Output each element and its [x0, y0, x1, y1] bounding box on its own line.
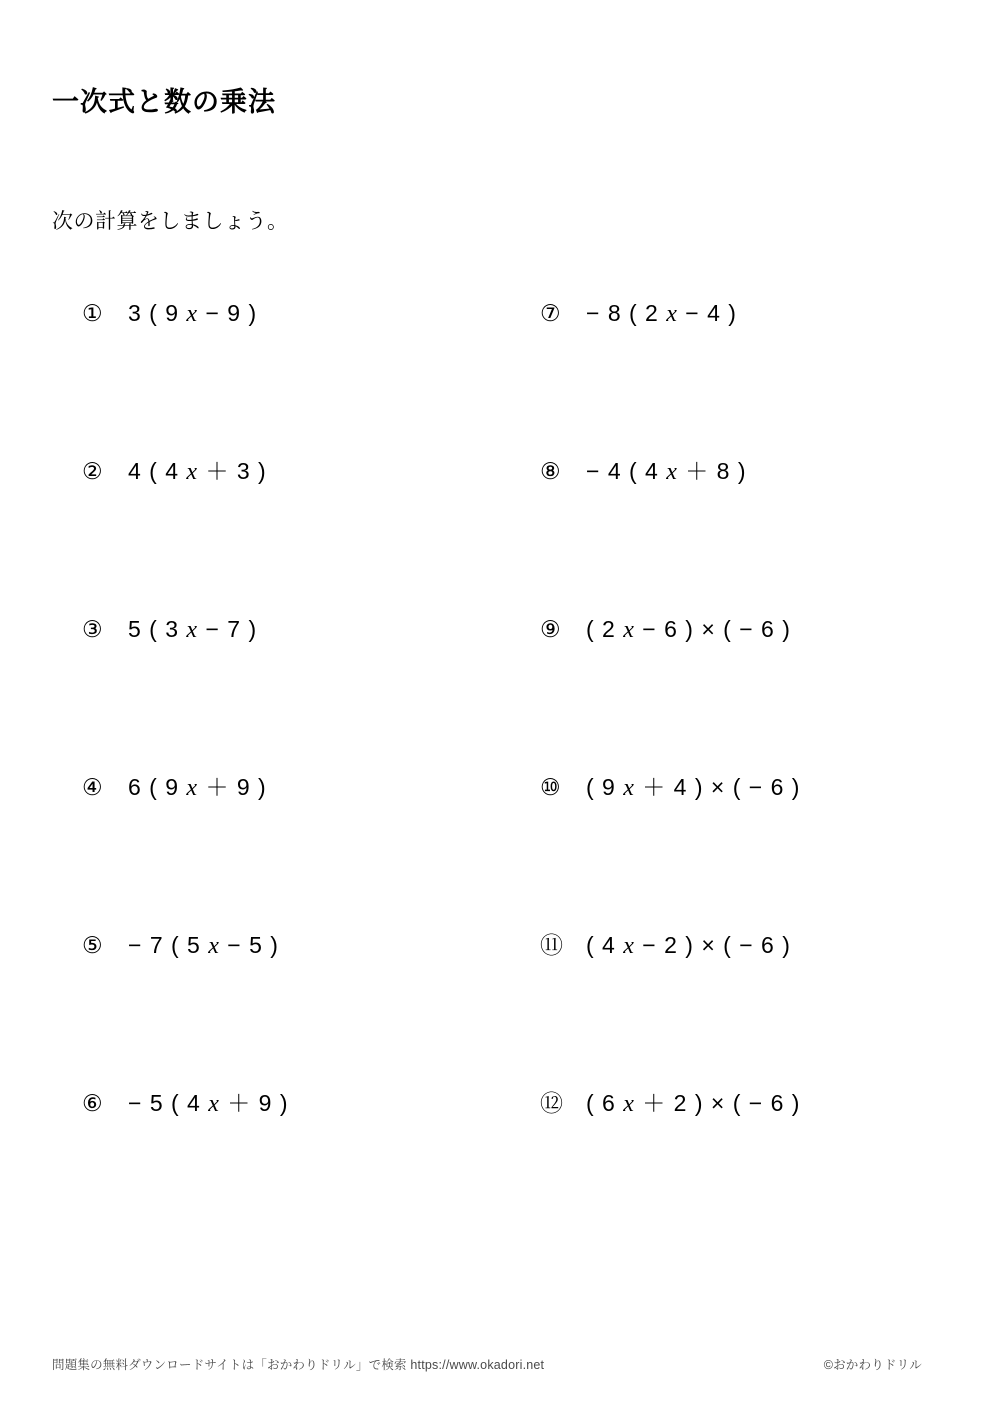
problem-number: ①	[82, 300, 103, 326]
problem-expression: ( 2 x − 6 ) × ( − 6 )	[586, 616, 791, 643]
problem-expression: ( 4 x − 2 ) × ( − 6 )	[586, 932, 791, 959]
problem-item	[82, 458, 289, 616]
problem-expression: 3 ( 9 x − 9 )	[128, 300, 258, 327]
problem-item	[540, 774, 800, 932]
footer-site-note: 問題集の無料ダウンロードサイトは「おかわりドリル」で検索 https://www.okadori.net	[52, 1358, 545, 1372]
problem-number: ⑩	[540, 774, 561, 800]
problem-number: ⑦	[540, 300, 561, 326]
problem-number: ⑥	[82, 1090, 103, 1116]
problem-item	[540, 300, 800, 458]
problem-expression: − 7 ( 5 x − 5 )	[128, 932, 279, 959]
problem-number: ⑪	[540, 932, 563, 958]
page-title: 一次式と数の乗法	[52, 87, 276, 117]
problem-expression: − 5 ( 4 x ＋ 9 )	[128, 1090, 289, 1117]
problem-item	[82, 300, 289, 458]
footer-copyright: ©おかわりドリル	[823, 1358, 922, 1372]
problem-item	[82, 932, 289, 1090]
instruction-text: 次の計算をしましょう。	[52, 210, 289, 233]
problem-expression: − 4 ( 4 x ＋ 8 )	[586, 458, 747, 485]
problem-item	[82, 616, 289, 774]
problem-expression: − 8 ( 2 x − 4 )	[586, 300, 737, 327]
problem-column-right	[540, 300, 800, 1248]
problem-item	[82, 774, 289, 932]
problem-number: ⑨	[540, 616, 561, 642]
problem-item	[540, 932, 800, 1090]
problem-number: ②	[82, 458, 103, 484]
problem-item	[540, 1090, 800, 1248]
problem-number: ⑫	[540, 1090, 563, 1116]
problem-number: ③	[82, 616, 103, 642]
problem-expression: 4 ( 4 x ＋ 3 )	[128, 458, 267, 485]
problem-number: ④	[82, 774, 103, 800]
problem-number: ⑤	[82, 932, 103, 958]
problem-item	[82, 1090, 289, 1248]
problem-expression: 5 ( 3 x − 7 )	[128, 616, 258, 643]
problem-number: ⑧	[540, 458, 561, 484]
problem-item	[540, 616, 800, 774]
problem-expression: 6 ( 9 x ＋ 9 )	[128, 774, 267, 801]
problem-item	[540, 458, 800, 616]
problem-expression: ( 6 x ＋ 2 ) × ( − 6 )	[586, 1090, 801, 1117]
problem-column-left	[82, 300, 289, 1248]
problem-expression: ( 9 x ＋ 4 ) × ( − 6 )	[586, 774, 801, 801]
